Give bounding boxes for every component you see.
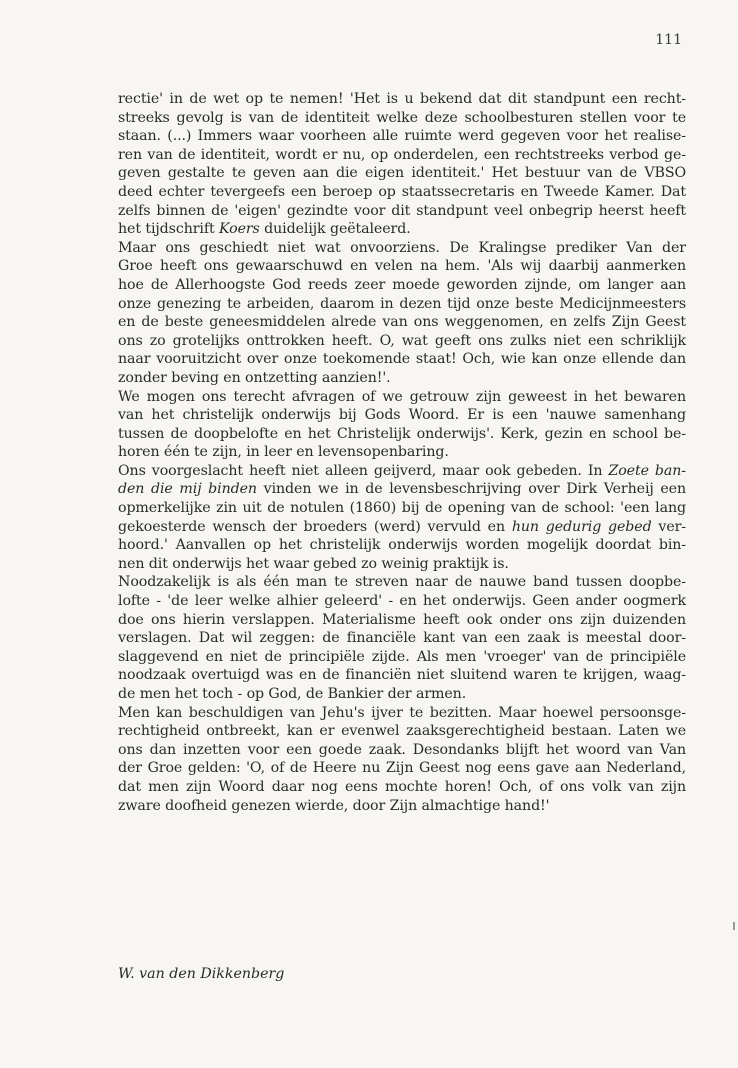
text-segment: gekoesterde wensch der broeders (werd) vervuld en <box>118 518 512 535</box>
text-segment: der Groe gelden: 'O, of de Heere nu Zijn Geest nog eens gave aan Nederland, <box>118 760 686 777</box>
text-segment: noodzaak overtuigd was en de financiën niet sluitend waren te krijgen, waag- <box>118 667 686 684</box>
text-line <box>118 611 686 630</box>
text-line <box>118 369 686 388</box>
text-segment: Maar ons geschiedt niet wat onvoorziens. De Kralingse prediker Van der <box>118 239 686 256</box>
text-segment: verslagen. Dat wil zeggen: de financiële kant van een zaak is meestal door- <box>118 630 686 647</box>
text-line <box>118 741 686 760</box>
text-line <box>118 685 686 704</box>
text-segment: ren van de identiteit, wordt er nu, op onderdelen, een rechtstreeks verbod ge- <box>118 146 686 163</box>
text-segment: deed echter tevergeefs een beroep op staatssecretaris en Tweede Kamer. Dat <box>118 183 686 200</box>
italic-title: Koers <box>219 221 260 238</box>
text-line <box>118 778 686 797</box>
text-segment: Noodzakelijk is als één man te streven naar de nauwe band tussen doopbe- <box>118 574 686 591</box>
text-line <box>118 722 686 741</box>
text-line <box>118 536 686 555</box>
text-line <box>118 704 686 723</box>
body-text <box>118 90 686 815</box>
italic-title: den die mij binden <box>118 481 257 498</box>
italic-title: hun gedurig gebed <box>511 518 652 535</box>
text-line <box>118 443 686 462</box>
text-segment: zonder beving en ontzetting aanzien!'. <box>118 369 391 386</box>
text-line <box>118 462 686 481</box>
text-line <box>118 406 686 425</box>
text-segment: We mogen ons terecht afvragen of we getrouw zijn geweest in het bewaren <box>118 388 686 405</box>
text-line <box>118 573 686 592</box>
margin-mark <box>733 922 735 930</box>
text-line <box>118 127 686 146</box>
text-segment: van het christelijk onderwijs bij Gods Woord. Er is een 'nauwe samenhang <box>118 407 686 424</box>
text-line <box>118 592 686 611</box>
text-line <box>118 239 686 258</box>
text-segment: opmerkelijke zin uit de notulen (1860) bij de opening van de school: 'een lang <box>118 500 686 517</box>
text-segment: duidelijk geëtaleerd. <box>259 221 411 238</box>
text-line <box>118 480 686 499</box>
text-line <box>118 164 686 183</box>
text-line <box>118 666 686 685</box>
text-line <box>118 183 686 202</box>
text-segment: lofte - 'de leer welke alhier geleerd' - en het onderwijs. Geen ander oogmerk <box>118 593 686 610</box>
text-line <box>118 518 686 537</box>
text-segment: staan. (...) Immers waar voorheen alle ruimte werd gegeven voor het realise- <box>118 128 686 145</box>
text-line <box>118 276 686 295</box>
text-line <box>118 759 686 778</box>
text-line <box>118 648 686 667</box>
text-line <box>118 388 686 407</box>
text-segment: en de beste geneesmiddelen alrede van ons weggenomen, en zelfs Zijn Geest <box>118 314 686 331</box>
text-segment: zelfs binnen de 'eigen' gezindte voor dit standpunt veel onbegrip heerst heeft <box>118 202 686 219</box>
text-segment: hoord.' Aanvallen op het christelijk onderwijs worden mogelijk doordat bin- <box>118 537 686 554</box>
text-segment: rectie' in de wet op te nemen! 'Het is u bekend dat dit standpunt een recht- <box>118 91 686 107</box>
text-segment: horen één te zijn, in leer en levensopenbaring. <box>118 444 449 461</box>
page-number: 111 <box>655 32 682 48</box>
text-segment: ons zo grotelijks onttrokken heeft. O, wat geeft ons zulks niet een schriklijk <box>118 332 686 349</box>
text-line <box>118 350 686 369</box>
text-line <box>118 555 686 574</box>
text-segment: tussen de doopbelofte en het Christelijk onderwijs'. Kerk, gezin en school be- <box>118 425 686 442</box>
text-segment: Men kan beschuldigen van Jehu's ijver te bezitten. Maar hoewel persoonsge- <box>118 704 686 721</box>
text-segment: Groe heeft ons gewaarschuwd en velen na hem. 'Als wij daarbij aanmerken <box>118 258 686 275</box>
text-line <box>118 332 686 351</box>
text-segment: de men het toch - op God, de Bankier der armen. <box>118 686 467 702</box>
text-segment: naar vooruitzicht over onze toekomende staat! Och, wie kan onze ellende dan <box>118 351 686 368</box>
text-segment: Ons voorgeslacht heeft niet alleen geijverd, maar ook gebeden. In <box>118 462 609 479</box>
text-segment: vinden we in de levensbeschrijving over Dirk Verheij een <box>256 481 687 498</box>
text-line <box>118 295 686 314</box>
text-line <box>118 425 686 444</box>
italic-title: Zoete ban- <box>608 462 686 479</box>
text-line <box>118 146 686 165</box>
text-segment: dat men zijn Woord daar nog eens mochte horen! Och, of ons volk van zijn <box>118 778 686 795</box>
text-line <box>118 499 686 518</box>
text-segment: ons dan inzetten voor een goede zaak. Desondanks blijft het woord van Van <box>118 741 686 758</box>
text-line <box>118 90 686 109</box>
author-signature: W. van den Dikkenberg <box>118 966 285 982</box>
text-segment: rechtigheid ontbreekt, kan er evenwel zaaksgerechtigheid bestaan. Laten we <box>118 723 686 740</box>
text-segment: geven gestalte te geven aan die eigen identiteit.' Het bestuur van de VBSO <box>118 165 686 182</box>
text-segment: het tijdschrift <box>118 221 220 238</box>
text-segment: hoe de Allerhoogste God reeds zeer moede geworden zijnde, om langer aan <box>118 276 686 293</box>
text-line <box>118 797 686 816</box>
text-line <box>118 220 686 239</box>
text-line <box>118 257 686 276</box>
text-segment: zware doofheid genezen wierde, door Zijn almachtige hand!' <box>118 797 550 814</box>
text-line <box>118 629 686 648</box>
text-line <box>118 109 686 128</box>
text-segment: doe ons hierin verslappen. Materialisme heeft ook onder ons zijn duizenden <box>118 611 686 628</box>
text-segment: ver- <box>651 518 687 535</box>
text-segment: onze genezing te arbeiden, daarom in dezen tijd onze beste Medicijnmeesters <box>118 295 686 312</box>
text-segment: nen dit onderwijs het waar gebed zo weinig praktijk is. <box>118 555 509 572</box>
text-segment: slaggevend en niet de principiële zijde. Als men 'vroeger' van de principiële <box>118 648 686 665</box>
text-segment: streeks gevolg is van de identiteit welke deze schoolbesturen stellen voor te <box>118 109 686 126</box>
text-line <box>118 202 686 221</box>
text-line <box>118 313 686 332</box>
